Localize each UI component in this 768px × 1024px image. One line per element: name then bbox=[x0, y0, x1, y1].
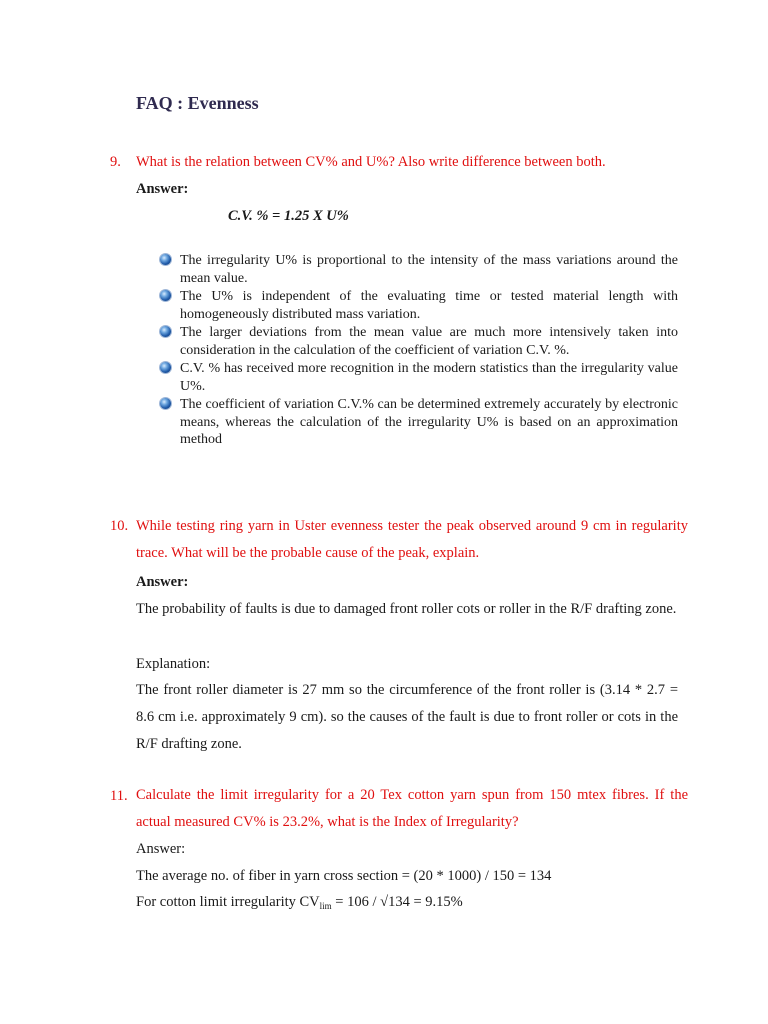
question-text: Calculate the limit irregularity for a 20 Tex cotton yarn spun from 150 mtex fibres. If the actual measured CV% is 23.2%, what is the Index of Irregularity? bbox=[136, 787, 688, 830]
question-text: While testing ring yarn in Uster evenness tester the peak observed around 9 cm in regularity trace. What will be the probable cause of the peak, explain. bbox=[136, 518, 688, 561]
explanation-text: The front roller diameter is 27 mm so the circumference of the front roller is (3.14 * 2.7 = 8.6 cm i.e. approximately 9 cm). so the causes of the fault is due to front roller or cots in the R/F drafting zone. bbox=[136, 682, 678, 752]
question-text: What is the relation between CV% and U%? Also write difference between both. bbox=[136, 154, 606, 170]
list-item: The larger deviations from the mean value are much more intensively taken into consideration in the calculation of the coefficient of variation C.V. %. bbox=[158, 324, 678, 359]
question-number: 10. bbox=[110, 518, 129, 534]
subscript-lim: lim bbox=[319, 901, 332, 911]
answer-text: The probability of faults is due to damaged front roller cots or roller in the R/F drafting zone. bbox=[136, 601, 677, 617]
explanation-label: Explanation: bbox=[136, 656, 211, 672]
list-item: The irregularity U% is proportional to the intensity of the mass variations around the mean value. bbox=[158, 252, 678, 287]
bullet-icon bbox=[160, 398, 171, 409]
question-number: 9. bbox=[110, 154, 121, 170]
list-item: The U% is independent of the evaluating time or tested material length with homogeneously distributed mass variation. bbox=[158, 288, 678, 323]
calculation-line-2: For cotton limit irregularity $CV_{lim} = 106 / √134 = 9.15\%$ bbox=[136, 894, 463, 911]
bullet-list bbox=[158, 252, 678, 449]
bullet-icon bbox=[160, 290, 171, 301]
bullet-icon bbox=[160, 362, 171, 373]
answer-label: Answer: bbox=[136, 574, 189, 590]
list-item: C.V. % has received more recognition in the modern statistics than the irregularity value U%. bbox=[158, 360, 678, 395]
list-item: The coefficient of variation C.V.% can be determined extremely accurately by electronic means, whereas the calculation of the irregularity U% is based on an approximation method bbox=[158, 396, 678, 449]
bullet-icon bbox=[160, 326, 171, 337]
formula: C.V. % = 1.25 X U% bbox=[228, 208, 349, 224]
page-title: FAQ : Evenness bbox=[136, 93, 259, 113]
calculation-line-1: The average no. of fiber in yarn cross section = (20 * 1000) / 150 = 134 bbox=[136, 868, 552, 884]
answer-label: Answer: bbox=[136, 841, 186, 857]
bullet-icon bbox=[160, 254, 171, 265]
question-number: 11. bbox=[110, 788, 128, 804]
answer-label: Answer: bbox=[136, 181, 189, 197]
